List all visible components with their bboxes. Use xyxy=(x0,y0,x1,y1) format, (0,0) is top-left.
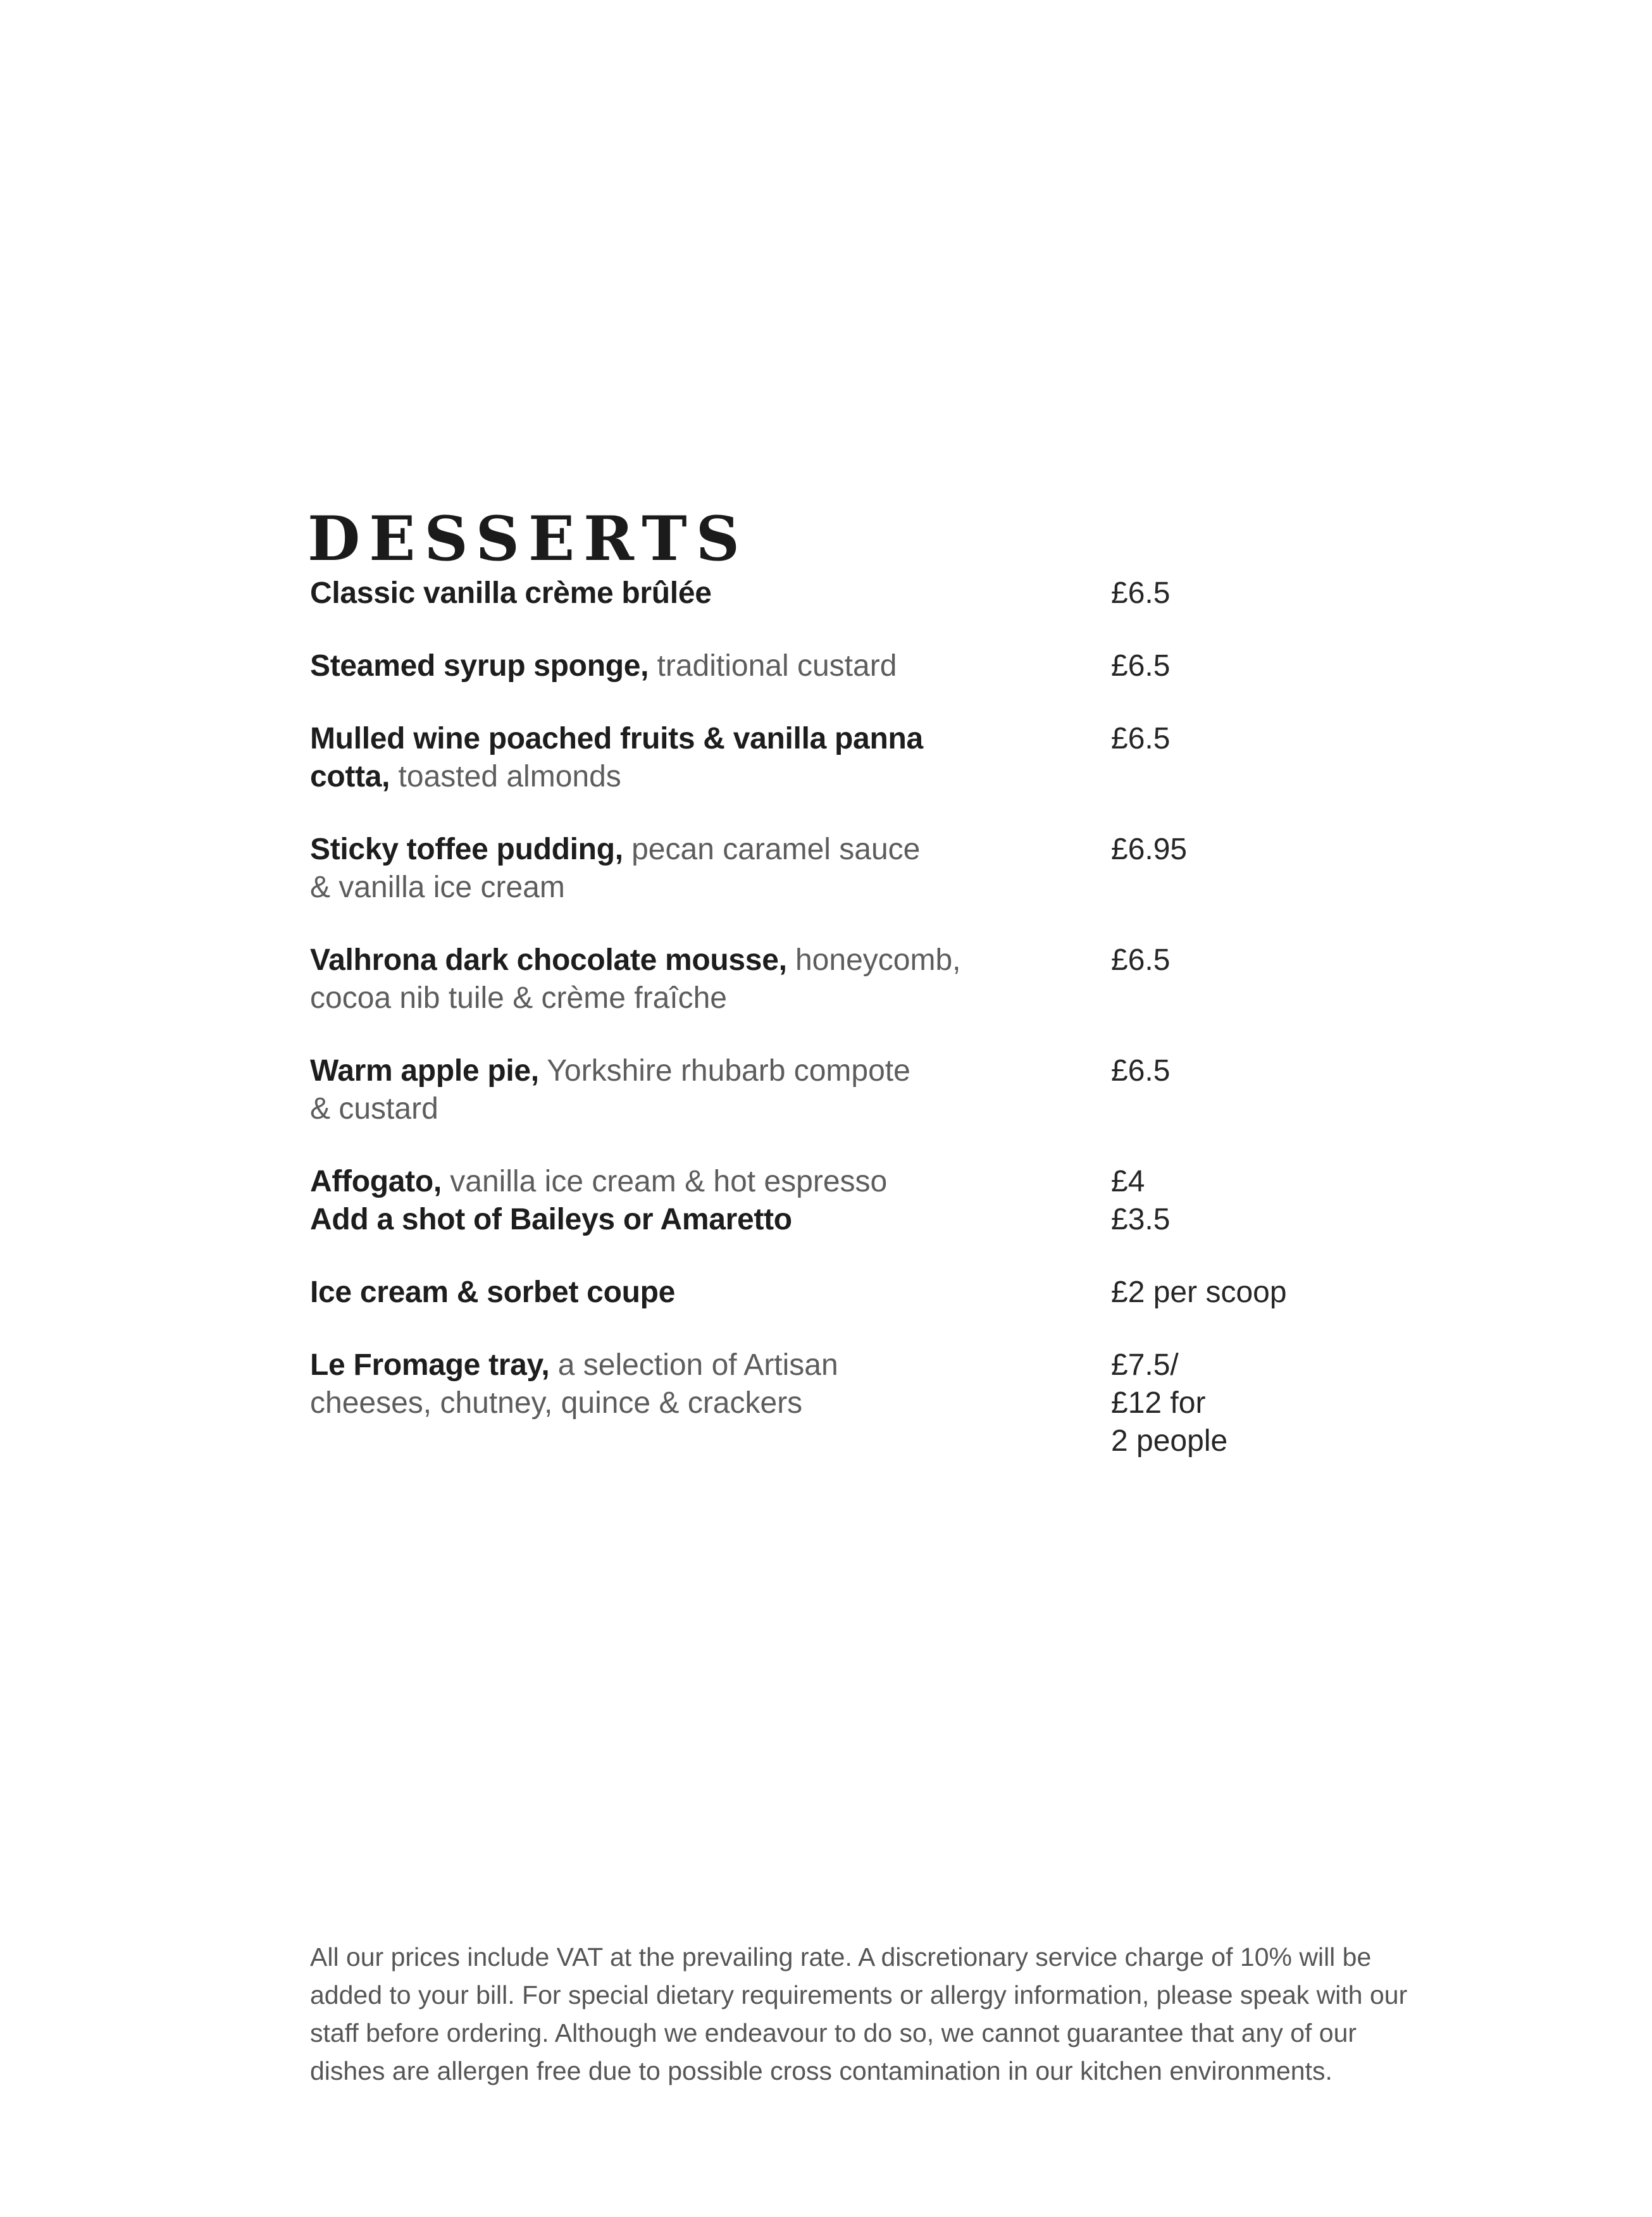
item-line xyxy=(310,979,1111,1017)
item-name: Classic vanilla crème brûlée xyxy=(310,576,712,610)
item-description: honeycomb, xyxy=(786,943,961,977)
item-line xyxy=(310,720,1111,758)
item-name: Warm apple pie, xyxy=(310,1054,539,1088)
item-name: Steamed syrup sponge, xyxy=(310,649,649,683)
item-line xyxy=(310,647,1111,685)
item-price: £2 per scoop xyxy=(1111,1276,1287,1309)
item-name: Le Fromage tray, xyxy=(310,1348,550,1382)
item-price xyxy=(1111,1346,1227,1460)
item-price-line: 2 people xyxy=(1111,1424,1228,1458)
item-price: £6.5 xyxy=(1111,1054,1171,1088)
item-text xyxy=(310,1274,1111,1312)
item-name: Affogato, xyxy=(310,1165,442,1198)
item-price: £6.5 xyxy=(1111,649,1171,683)
item-name: Mulled wine poached fruits & vanilla panna xyxy=(310,722,923,755)
item-price: £6.5 xyxy=(1111,576,1171,610)
item-price: £4 xyxy=(1111,1165,1145,1198)
item-description: a selection of Artisan xyxy=(549,1348,838,1382)
item-line xyxy=(310,1201,1111,1239)
menu-item xyxy=(310,941,1449,1017)
item-text xyxy=(310,1052,1111,1128)
item-line xyxy=(310,574,1111,612)
item-price: £6.5 xyxy=(1111,722,1171,755)
item-description: traditional custard xyxy=(649,649,897,683)
item-line xyxy=(310,1163,1111,1201)
item-name: Ice cream & sorbet coupe xyxy=(310,1276,676,1309)
item-line xyxy=(310,1052,1111,1090)
item-text xyxy=(310,720,1111,796)
menu-item xyxy=(310,1052,1449,1128)
item-text xyxy=(310,1201,1111,1239)
menu-item xyxy=(310,647,1449,685)
item-line xyxy=(310,941,1111,979)
item-description: & vanilla ice cream xyxy=(310,871,565,904)
item-text xyxy=(310,941,1111,1017)
item-price: £3.5 xyxy=(1111,1203,1171,1236)
item-price-line: £7.5/ xyxy=(1111,1348,1179,1382)
menu-item xyxy=(310,720,1449,796)
menu-item xyxy=(310,831,1449,907)
item-price: £6.5 xyxy=(1111,943,1171,977)
item-price-line: £12 for xyxy=(1111,1386,1206,1420)
item-line xyxy=(310,869,1111,907)
item-line xyxy=(310,1090,1111,1128)
item-description: toasted almonds xyxy=(390,760,621,793)
item-description: pecan caramel sauce xyxy=(623,833,921,866)
footer-disclaimer: All our prices include VAT at the prevailing rate. A discretionary service charge of 10% will be added to your bill. For special dietary requirements or allergy information, please speak with our staff before ordering. Although we endeavour to do so, we cannot guarantee that any of our dishes are allergen free due to possible cross contamination in our kitchen environments. xyxy=(310,1942,1408,2085)
item-name: Valhrona dark chocolate mousse, xyxy=(310,943,787,977)
item-name: Sticky toffee pudding, xyxy=(310,833,623,866)
item-text xyxy=(310,1346,1111,1422)
item-line xyxy=(310,1274,1111,1312)
item-text xyxy=(310,574,1111,612)
item-description: & custard xyxy=(310,1092,438,1126)
item-description: cheeses, chutney, quince & crackers xyxy=(310,1386,803,1420)
item-description: Yorkshire rhubarb compote xyxy=(538,1054,910,1088)
item-name: cotta, xyxy=(310,760,390,793)
menu-item xyxy=(310,1163,1449,1201)
item-price: £6.95 xyxy=(1111,833,1188,866)
page-title: DESSERTS xyxy=(307,503,748,575)
item-text xyxy=(310,1163,1111,1201)
item-description: vanilla ice cream & hot espresso xyxy=(441,1165,888,1198)
menu-item xyxy=(310,574,1449,612)
dessert-menu-list xyxy=(310,574,1449,1495)
item-description: cocoa nib tuile & crème fraîche xyxy=(310,981,727,1015)
item-line xyxy=(310,831,1111,869)
item-line xyxy=(310,1346,1111,1384)
item-line xyxy=(310,1384,1111,1422)
item-line xyxy=(310,758,1111,796)
menu-item xyxy=(310,1346,1449,1460)
menu-item xyxy=(310,1201,1449,1239)
item-text xyxy=(310,647,1111,685)
menu-item xyxy=(310,1274,1449,1312)
item-text xyxy=(310,831,1111,907)
item-name: Add a shot of Baileys or Amaretto xyxy=(310,1203,792,1236)
